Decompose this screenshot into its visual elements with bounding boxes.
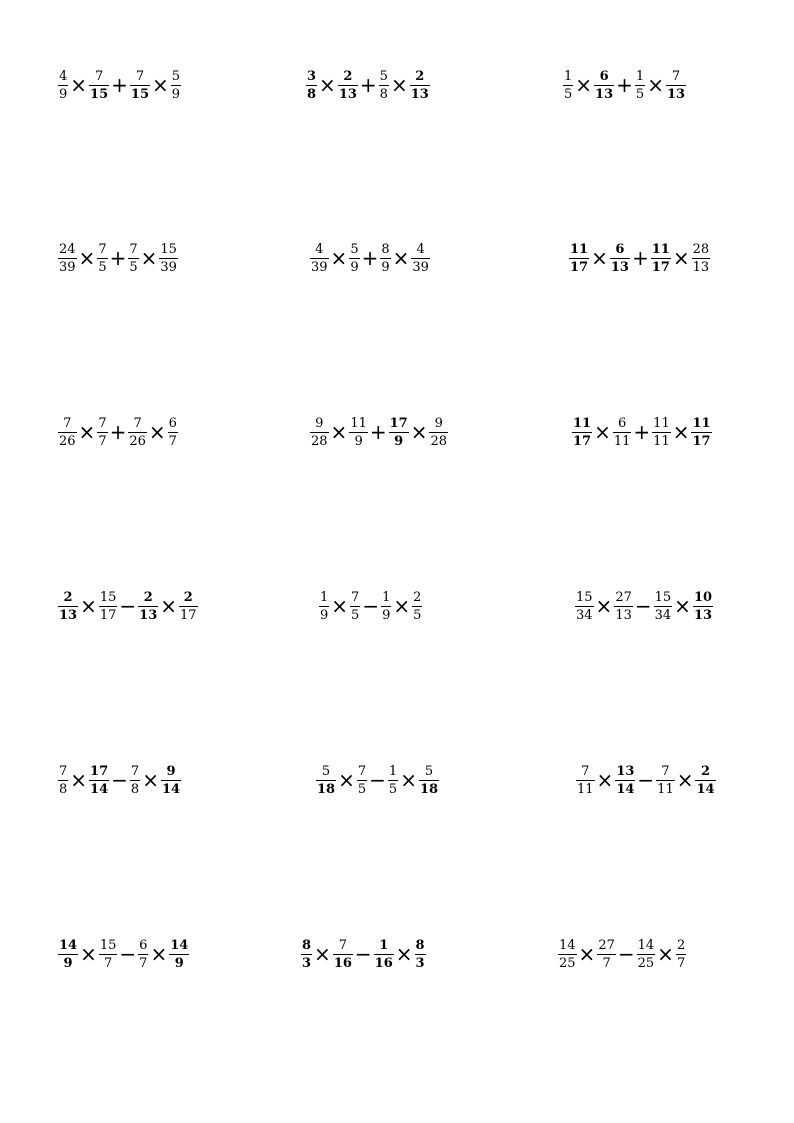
times-operator: × <box>70 768 88 792</box>
fraction <box>690 417 712 448</box>
fraction <box>57 70 69 101</box>
numerator: 9 <box>434 415 443 431</box>
numerator: 7 <box>351 589 360 605</box>
numerator: 5 <box>171 68 181 84</box>
plus-operator: + <box>111 73 128 97</box>
numerator: 5 <box>379 68 388 84</box>
minus-operator: − <box>637 768 655 792</box>
fraction <box>57 591 79 622</box>
numerator: 2 <box>413 589 422 605</box>
problem-1 <box>57 63 182 107</box>
denominator: 14 <box>616 781 635 797</box>
times-operator: × <box>578 942 596 966</box>
fraction <box>98 591 119 622</box>
denominator: 7 <box>676 955 686 971</box>
fraction <box>348 417 369 448</box>
minus-operator: − <box>362 594 380 618</box>
denominator: 13 <box>338 86 357 102</box>
denominator: 25 <box>559 955 576 971</box>
numerator: 2 <box>415 68 425 84</box>
fraction <box>167 417 179 448</box>
fraction <box>593 70 615 101</box>
fraction <box>96 417 108 448</box>
numerator: 4 <box>315 241 324 257</box>
times-operator: × <box>410 420 428 444</box>
problem-17 <box>300 932 427 976</box>
fraction <box>309 243 330 274</box>
times-operator: × <box>392 246 410 270</box>
fraction <box>418 765 440 796</box>
fraction <box>409 70 431 101</box>
fraction <box>653 591 674 622</box>
fraction <box>675 939 687 970</box>
numerator: 7 <box>63 415 72 431</box>
denominator: 18 <box>419 781 439 797</box>
fraction <box>571 417 593 448</box>
denominator: 39 <box>311 259 328 275</box>
numerator: 7 <box>581 763 590 779</box>
times-operator: × <box>140 246 158 270</box>
times-operator: × <box>400 768 417 792</box>
times-operator: × <box>672 246 690 270</box>
fraction <box>348 243 360 274</box>
times-operator: × <box>393 594 411 618</box>
numerator: 2 <box>343 68 353 84</box>
minus-operator: − <box>119 942 137 966</box>
numerator: 11 <box>350 415 367 431</box>
times-operator: × <box>80 942 97 966</box>
denominator: 13 <box>666 86 686 102</box>
numerator: 4 <box>59 68 68 84</box>
numerator: 24 <box>59 241 76 257</box>
numerator: 2 <box>63 589 73 605</box>
problem-9 <box>571 410 713 454</box>
numerator: 1 <box>320 589 329 605</box>
fraction <box>127 243 139 274</box>
problem-14 <box>315 758 440 802</box>
problem-12 <box>574 584 714 628</box>
numerator: 7 <box>94 68 104 84</box>
numerator: 9 <box>166 763 176 779</box>
numerator: 11 <box>692 415 711 431</box>
numerator: 2 <box>701 763 711 779</box>
denominator: 5 <box>635 86 645 102</box>
denominator: 13 <box>595 86 614 102</box>
denominator: 8 <box>130 781 140 797</box>
numerator: 6 <box>139 937 148 953</box>
fraction <box>137 939 149 970</box>
numerator: 6 <box>599 68 609 84</box>
fraction <box>609 243 631 274</box>
times-operator: × <box>331 594 349 618</box>
plus-operator: + <box>631 246 649 270</box>
denominator: 9 <box>394 433 404 449</box>
fraction <box>57 939 79 970</box>
denominator: 14 <box>696 781 715 797</box>
numerator: 28 <box>692 241 710 257</box>
denominator: 14 <box>90 781 109 797</box>
times-operator: × <box>80 594 97 618</box>
numerator: 5 <box>424 763 434 779</box>
fraction <box>168 939 190 970</box>
fraction <box>613 591 634 622</box>
fraction <box>414 939 427 970</box>
denominator: 7 <box>168 433 177 449</box>
denominator: 8 <box>379 86 388 102</box>
numerator: 14 <box>637 937 655 953</box>
numerator: 10 <box>693 589 713 605</box>
fraction <box>665 70 687 101</box>
numerator: 7 <box>135 68 145 84</box>
denominator: 15 <box>130 86 149 102</box>
fraction <box>388 417 410 448</box>
problem-13 <box>57 758 182 802</box>
denominator: 26 <box>59 433 76 449</box>
fraction <box>88 70 110 101</box>
plus-operator: + <box>109 246 127 270</box>
numerator: 1 <box>564 68 573 84</box>
denominator: 8 <box>59 781 68 797</box>
denominator: 7 <box>602 955 611 971</box>
denominator: 25 <box>637 955 655 971</box>
fraction <box>129 765 141 796</box>
plus-operator: + <box>616 73 633 97</box>
problem-6 <box>568 236 711 280</box>
fraction <box>612 417 633 448</box>
problem-11 <box>318 584 423 628</box>
times-operator: × <box>330 420 348 444</box>
fraction <box>636 939 657 970</box>
denominator: 7 <box>139 955 148 971</box>
numerator: 7 <box>59 763 68 779</box>
denominator: 17 <box>99 607 117 623</box>
fraction <box>96 243 108 274</box>
fraction <box>692 591 714 622</box>
denominator: 13 <box>59 607 78 623</box>
times-operator: × <box>70 73 88 97</box>
denominator: 9 <box>381 259 390 275</box>
minus-operator: − <box>369 768 386 792</box>
times-operator: × <box>676 768 694 792</box>
fraction <box>379 243 391 274</box>
fraction <box>428 417 449 448</box>
times-operator: × <box>78 246 96 270</box>
fraction <box>57 765 69 796</box>
problem-16 <box>57 932 190 976</box>
minus-operator: − <box>617 942 635 966</box>
denominator: 34 <box>576 607 593 623</box>
times-operator: × <box>150 942 168 966</box>
numerator: 2 <box>183 589 193 605</box>
denominator: 11 <box>653 433 670 449</box>
numerator: 6 <box>615 241 625 257</box>
denominator: 39 <box>59 259 76 275</box>
numerator: 17 <box>90 763 109 779</box>
denominator: 39 <box>160 259 177 275</box>
times-operator: × <box>390 73 408 97</box>
numerator: 2 <box>143 589 153 605</box>
denominator: 5 <box>413 607 422 623</box>
numerator: 15 <box>99 937 117 953</box>
numerator: 8 <box>381 241 390 257</box>
denominator: 34 <box>654 607 672 623</box>
numerator: 3 <box>307 68 317 84</box>
numerator: 1 <box>382 589 391 605</box>
denominator: 9 <box>350 259 359 275</box>
fraction <box>98 939 119 970</box>
times-operator: × <box>160 594 178 618</box>
denominator: 18 <box>317 781 336 797</box>
fraction <box>57 417 78 448</box>
minus-operator: − <box>111 768 128 792</box>
plus-operator: + <box>361 246 379 270</box>
denominator: 39 <box>412 259 429 275</box>
times-operator: × <box>78 420 96 444</box>
fraction <box>170 70 182 101</box>
fraction <box>411 591 423 622</box>
fraction <box>380 591 392 622</box>
fraction <box>575 765 596 796</box>
numerator: 7 <box>338 937 347 953</box>
problem-3 <box>562 63 687 107</box>
denominator: 13 <box>615 607 632 623</box>
problem-4 <box>57 236 179 280</box>
denominator: 9 <box>382 607 391 623</box>
plus-operator: + <box>359 73 377 97</box>
numerator: 7 <box>130 763 140 779</box>
problem-15 <box>575 758 717 802</box>
minus-operator: − <box>354 942 372 966</box>
fraction <box>614 765 636 796</box>
problem-8 <box>309 410 449 454</box>
numerator: 7 <box>129 241 138 257</box>
times-operator: × <box>674 594 691 618</box>
fraction <box>634 70 646 101</box>
denominator: 13 <box>139 607 158 623</box>
denominator: 26 <box>129 433 146 449</box>
numerator: 2 <box>676 937 686 953</box>
times-operator: × <box>596 768 614 792</box>
fraction <box>127 417 148 448</box>
fraction <box>655 765 676 796</box>
minus-operator: − <box>634 594 652 618</box>
fraction <box>596 939 617 970</box>
denominator: 17 <box>692 433 711 449</box>
denominator: 9 <box>320 607 329 623</box>
denominator: 13 <box>610 259 629 275</box>
numerator: 11 <box>651 241 670 257</box>
fraction <box>309 417 330 448</box>
numerator: 15 <box>654 589 672 605</box>
numerator: 11 <box>570 241 589 257</box>
denominator: 9 <box>59 86 68 102</box>
times-operator: × <box>657 942 674 966</box>
problem-10 <box>57 584 199 628</box>
denominator: 5 <box>388 781 398 797</box>
times-operator: × <box>152 73 169 97</box>
numerator: 27 <box>615 589 632 605</box>
numerator: 5 <box>350 241 359 257</box>
numerator: 27 <box>598 937 615 953</box>
fraction <box>387 765 399 796</box>
problem-7 <box>57 410 179 454</box>
numerator: 4 <box>416 241 425 257</box>
denominator: 28 <box>430 433 448 449</box>
fraction <box>378 70 390 101</box>
times-operator: × <box>319 73 336 97</box>
numerator: 15 <box>99 589 117 605</box>
denominator: 11 <box>577 781 594 797</box>
denominator: 17 <box>573 433 592 449</box>
numerator: 17 <box>389 415 408 431</box>
times-operator: × <box>142 768 159 792</box>
denominator: 13 <box>693 607 713 623</box>
denominator: 13 <box>692 259 710 275</box>
numerator: 1 <box>635 68 645 84</box>
fraction <box>562 70 574 101</box>
numerator: 5 <box>321 763 331 779</box>
fraction <box>305 70 318 101</box>
denominator: 5 <box>129 259 138 275</box>
numerator: 1 <box>379 937 389 953</box>
times-operator: × <box>338 768 355 792</box>
times-operator: × <box>330 246 348 270</box>
numerator: 7 <box>98 415 107 431</box>
denominator: 17 <box>651 259 670 275</box>
plus-operator: + <box>633 420 651 444</box>
denominator: 9 <box>63 955 73 971</box>
numerator: 14 <box>170 937 189 953</box>
problem-5 <box>309 236 431 280</box>
fraction <box>651 417 672 448</box>
times-operator: × <box>591 246 608 270</box>
numerator: 1 <box>388 763 398 779</box>
numerator: 7 <box>98 241 107 257</box>
fraction <box>300 939 313 970</box>
fraction <box>557 939 578 970</box>
fraction <box>568 243 590 274</box>
plus-operator: + <box>369 420 387 444</box>
denominator: 11 <box>613 433 631 449</box>
denominator: 8 <box>307 86 317 102</box>
numerator: 14 <box>59 937 78 953</box>
denominator: 11 <box>657 781 674 797</box>
numerator: 7 <box>133 415 142 431</box>
fraction <box>318 591 330 622</box>
denominator: 15 <box>90 86 109 102</box>
denominator: 7 <box>98 433 107 449</box>
fraction <box>88 765 110 796</box>
denominator: 9 <box>354 433 363 449</box>
numerator: 8 <box>302 937 312 953</box>
fraction <box>574 591 595 622</box>
times-operator: × <box>148 420 166 444</box>
fraction <box>137 591 159 622</box>
numerator: 6 <box>617 415 627 431</box>
denominator: 3 <box>302 955 312 971</box>
numerator: 15 <box>160 241 177 257</box>
fraction <box>160 765 182 796</box>
denominator: 14 <box>161 781 181 797</box>
denominator: 5 <box>98 259 107 275</box>
numerator: 6 <box>168 415 177 431</box>
numerator: 7 <box>357 763 367 779</box>
problem-2 <box>305 63 431 107</box>
minus-operator: − <box>119 594 137 618</box>
denominator: 5 <box>351 607 360 623</box>
fraction <box>315 765 337 796</box>
denominator: 9 <box>171 86 181 102</box>
numerator: 9 <box>315 415 324 431</box>
fraction <box>373 939 395 970</box>
times-operator: × <box>595 594 613 618</box>
numerator: 15 <box>576 589 593 605</box>
times-operator: × <box>395 942 413 966</box>
fraction <box>332 939 354 970</box>
times-operator: × <box>672 420 690 444</box>
fraction <box>694 765 716 796</box>
fraction <box>349 591 361 622</box>
fraction <box>691 243 712 274</box>
numerator: 8 <box>415 937 425 953</box>
times-operator: × <box>314 942 331 966</box>
problem-18 <box>557 932 687 976</box>
numerator: 7 <box>671 68 681 84</box>
denominator: 17 <box>180 607 197 623</box>
numerator: 14 <box>559 937 576 953</box>
fraction <box>129 70 151 101</box>
denominator: 13 <box>410 86 429 102</box>
fraction <box>178 591 199 622</box>
numerator: 11 <box>653 415 670 431</box>
denominator: 5 <box>357 781 367 797</box>
denominator: 28 <box>311 433 328 449</box>
fraction <box>356 765 368 796</box>
times-operator: × <box>594 420 611 444</box>
fraction <box>650 243 672 274</box>
denominator: 7 <box>103 955 113 971</box>
times-operator: × <box>647 73 664 97</box>
fraction <box>410 243 431 274</box>
fraction <box>158 243 179 274</box>
times-operator: × <box>575 73 593 97</box>
denominator: 16 <box>333 955 352 971</box>
denominator: 9 <box>174 955 184 971</box>
plus-operator: + <box>109 420 127 444</box>
denominator: 3 <box>415 955 425 971</box>
numerator: 7 <box>661 763 670 779</box>
numerator: 13 <box>616 763 635 779</box>
denominator: 16 <box>374 955 393 971</box>
fraction <box>57 243 78 274</box>
fraction <box>337 70 359 101</box>
numerator: 11 <box>573 415 592 431</box>
denominator: 5 <box>564 86 573 102</box>
denominator: 17 <box>570 259 589 275</box>
